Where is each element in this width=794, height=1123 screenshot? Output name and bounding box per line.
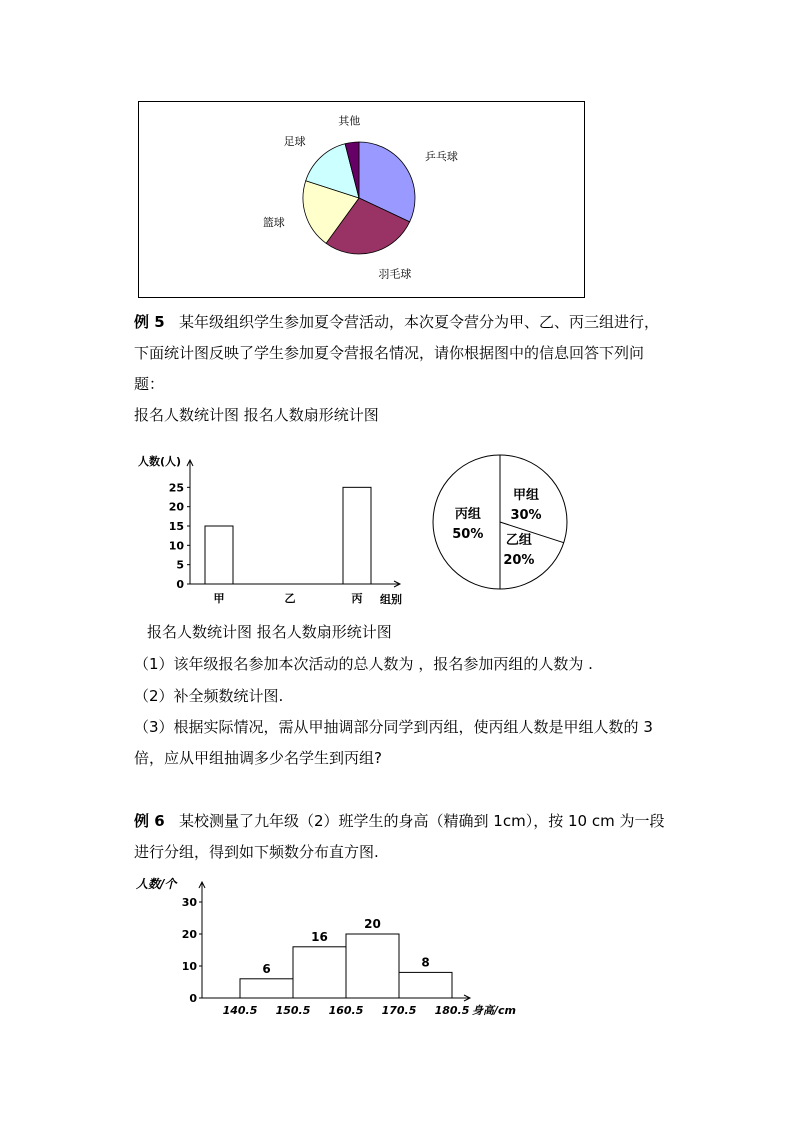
pie-slice-percent: 20% (503, 553, 535, 569)
y-tick-label: 20 (168, 500, 184, 514)
sports-pie-chart (138, 101, 586, 299)
y-tick-label: 20 (181, 928, 197, 941)
bar-value-label: 6 (262, 961, 271, 976)
bar-value-label: 16 (311, 929, 328, 944)
x-axis-label: 组别 (380, 593, 402, 606)
chart-captions-top: 报名人数统计图 报名人数扇形统计图 (134, 406, 379, 424)
bin-edge-label: 170.5 (381, 1004, 417, 1017)
y-tick-label: 30 (181, 896, 197, 909)
bar (343, 487, 371, 584)
registration-bar-chart (130, 450, 420, 610)
bin-edge-label: 140.5 (222, 1004, 258, 1017)
registration-pie-chart (430, 452, 572, 592)
y-tick-label: 10 (181, 960, 197, 973)
pie-slice-label: 羽毛球 (378, 267, 412, 281)
y-tick-label: 5 (176, 558, 184, 572)
example-5-label: 例 5 (134, 313, 165, 331)
question-3-line-1: （3）根据实际情况，需从甲抽调部分同学到丙组，使丙组人数是甲组人数的 3 (134, 718, 653, 736)
pie-slice-label: 丙组 (454, 507, 481, 522)
category-label: 乙 (284, 592, 296, 605)
pie-slice-label: 其他 (338, 114, 361, 128)
x-axis-label: 身高/cm (472, 1004, 516, 1017)
pie-slice-percent: 30% (510, 508, 542, 524)
bar-value-label: 8 (421, 955, 430, 970)
bin-edge-label: 180.5 (434, 1004, 470, 1017)
pie-slice-percent: 50% (452, 527, 484, 542)
histogram-bar (293, 947, 346, 998)
y-axis-label: 人数(人) (138, 455, 182, 468)
bar-value-label: 20 (364, 917, 381, 931)
chart-captions-bottom: 报名人数统计图 报名人数扇形统计图 (147, 623, 392, 641)
y-tick-label: 0 (176, 578, 184, 591)
example-5-line-1: 某年级组织学生参加夏令营活动，本次夏令营分为甲、乙、丙三组进行， (178, 313, 659, 331)
example-5-line-2: 下面统计图反映了学生参加夏令营报名情况，请你根据图中的信息回答下列问 (134, 344, 645, 362)
example-5-paragraph (134, 312, 659, 332)
pie-slice-label: 甲组 (513, 488, 540, 504)
question-2: （2）补全频数统计图. (134, 687, 284, 705)
question-3-line-2: 倍，应从甲组抽调多少名学生到丙组? (134, 749, 382, 767)
bar (205, 526, 233, 584)
category-label: 丙 (351, 592, 363, 605)
histogram-bar (399, 972, 452, 998)
bin-edge-label: 160.5 (328, 1004, 364, 1017)
y-tick-label: 25 (168, 481, 184, 495)
y-tick-label: 15 (168, 520, 184, 533)
y-tick-label: 0 (189, 992, 197, 1005)
y-axis-label: 人数/个 (136, 877, 177, 891)
example-6-line-2: 进行分组，得到如下频数分布直方图. (134, 843, 379, 861)
y-tick-label: 10 (168, 539, 184, 553)
example-6-label: 例 6 (134, 812, 165, 830)
pie-slice-label: 乙组 (505, 533, 532, 549)
bin-edge-label: 150.5 (275, 1004, 311, 1017)
pie-slice-label: 乒乓球 (424, 150, 458, 164)
height-histogram (130, 872, 530, 1022)
pie-slice-label: 篮球 (262, 216, 285, 230)
histogram-bar (240, 979, 293, 998)
example-6-paragraph (134, 811, 664, 831)
example-6-line-1: 某校测量了九年级（2）班学生的身高（精确到 1cm），按 10 cm 为一段 (178, 812, 665, 830)
example-5-line-3: 题： (134, 375, 165, 393)
question-1: （1）该年级报名参加本次活动的总人数为 ，报名参加丙组的人数为 . (134, 655, 593, 673)
pie-slice-label: 足球 (283, 135, 306, 149)
category-label: 甲 (213, 592, 225, 605)
histogram-bar (346, 934, 399, 998)
